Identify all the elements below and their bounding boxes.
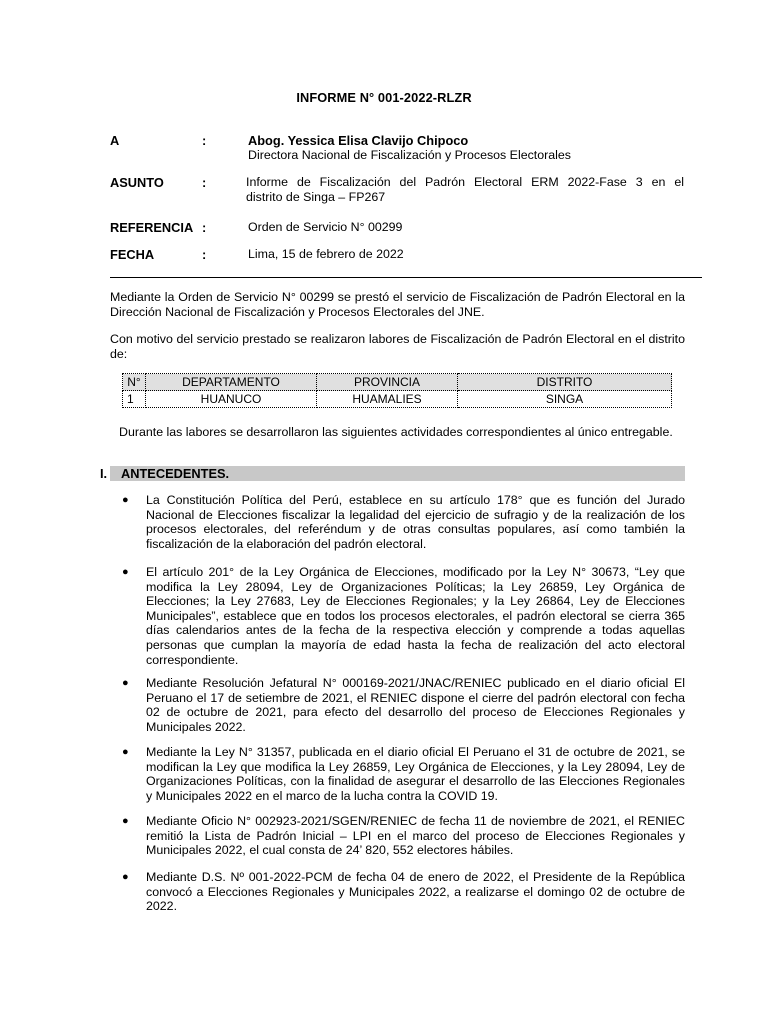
header-asunto-colon: : — [202, 175, 207, 190]
header-referencia-label: REFERENCIA — [110, 220, 194, 235]
list-item: Mediante Oficio N° 002923-2021/SGEN/RENIEC de fecha 11 de noviembre de 2021, el RENIEC remitió la Lista de Padrón Inicial – LPI en el marco del proceso de Elecciones Regionales y Municipales 2022, el cual consta de 24’ 820, 552 electores hábiles. — [146, 814, 685, 858]
bullet-icon: ● — [122, 677, 129, 689]
list-item: Mediante la Ley N° 31357, publicada en el diario oficial El Peruano el 31 de octubre de 2021, se modifican la Ley que modifica la Ley 26859, Ley Orgánica de Elecciones, y la Ley 28094, Ley de Organizaciones Políticas, con la finalidad de asegurar el desarrollo de las Elecciones Regionales y Municipales 2022 en el marco de la lucha contra la COVID 19. — [146, 745, 685, 803]
col-header-distrito: DISTRITO — [458, 374, 672, 391]
bullet-icon: ● — [122, 494, 129, 506]
cell-number: 1 — [123, 391, 146, 408]
intro-paragraph: Mediante la Orden de Servicio N° 00299 se prestó el servicio de Fiscalización de Padrón Electoral en la Dirección Nacional de Fiscalización y Procesos Electorales del JNE. — [110, 290, 685, 319]
header-asunto-label: ASUNTO — [110, 175, 164, 190]
district-table — [122, 373, 672, 408]
col-header-departamento: DEPARTAMENTO — [146, 374, 317, 391]
header-divider — [110, 277, 702, 278]
bullet-icon: ● — [122, 566, 129, 578]
bullet-icon: ● — [122, 871, 129, 883]
col-header-provincia: PROVINCIA — [317, 374, 458, 391]
recipient-position: Directora Nacional de Fiscalización y Procesos Electorales — [248, 148, 571, 162]
list-item: Mediante D.S. Nº 001-2022-PCM de fecha 04 de enero de 2022, el Presidente de la República convocó a Elecciones Regionales y Municipales 2022, a realizarse el domingo 02 de octubre de 2022. — [146, 870, 685, 914]
header-a-colon: : — [202, 133, 207, 148]
list-item: Mediante Resolución Jefatural N° 000169-2021/JNAC/RENIEC publicado en el diario oficial El Peruano el 17 de setiembre de 2021, el RENIEC dispone el cierre del padrón electoral con fecha 02 de octubre de 2021, para efecto del desarrollo del proceso de Elecciones Regionales y Municipales 2022. — [146, 676, 685, 734]
subject-line-2: distrito de Singa – FP267 — [246, 190, 386, 204]
table-row — [123, 391, 672, 408]
reference-value: Orden de Servicio N° 00299 — [248, 220, 403, 234]
cell-distrito: SINGA — [458, 391, 672, 408]
subject-line-1: Informe de Fiscalización del Padrón Electoral ERM 2022-Fase 3 en el — [246, 175, 684, 189]
table-header-row — [123, 374, 672, 391]
cell-provincia: HUAMALIES — [317, 391, 458, 408]
cell-departamento: HUANUCO — [146, 391, 317, 408]
report-title: INFORME N° 001-2022-RLZR — [296, 90, 472, 105]
section-number: I. — [100, 466, 108, 481]
header-fecha-colon: : — [202, 247, 207, 262]
header-fecha-label: FECHA — [110, 247, 155, 262]
recipient-name: Abog. Yessica Elisa Clavijo Chipoco — [248, 133, 469, 148]
header-referencia-colon: : — [202, 220, 207, 235]
col-header-number: N° — [123, 374, 146, 391]
date-value: Lima, 15 de febrero de 2022 — [248, 247, 404, 261]
list-item: El artículo 201° de la Ley Orgánica de Elecciones, modificado por la Ley N° 30673, “Ley que modifica la Ley 28094, Ley de Organizaciones Políticas; la Ley 26859, Ley Orgánica de Elecciones; la Ley 27683, Ley de Elecciones Regionales; y la Ley 26864, Ley de Elecciones Municipales”, establece que en todos los procesos electorales, el padrón electoral se cierra 365 días calendarios antes de la fecha de la respectiva elección y comprende a todas aquellas personas que cumplan la mayoría de edad hasta la fecha de realización del acto electoral correspondiente. — [146, 565, 685, 667]
district-paragraph: Con motivo del servicio prestado se realizaron labores de Fiscalización de Padrón Electoral en el distrito de: — [110, 332, 685, 361]
bullet-icon: ● — [122, 746, 129, 758]
bullet-icon: ● — [122, 815, 129, 827]
header-a-label: A — [110, 133, 120, 148]
list-item: La Constitución Política del Perú, establece en su artículo 178° que es función del Jurado Nacional de Elecciones fiscalizar la legalidad del ejercicio de sufragio y de la realización de los procesos electorales, del referéndum y de otras consultas populares, así como también la fiscalización de la elaboración del padrón electoral. — [146, 493, 685, 551]
activities-paragraph: Durante las labores se desarrollaron las siguientes actividades correspondientes al único entregable. — [119, 425, 673, 439]
section-title: ANTECEDENTES. — [121, 466, 230, 481]
